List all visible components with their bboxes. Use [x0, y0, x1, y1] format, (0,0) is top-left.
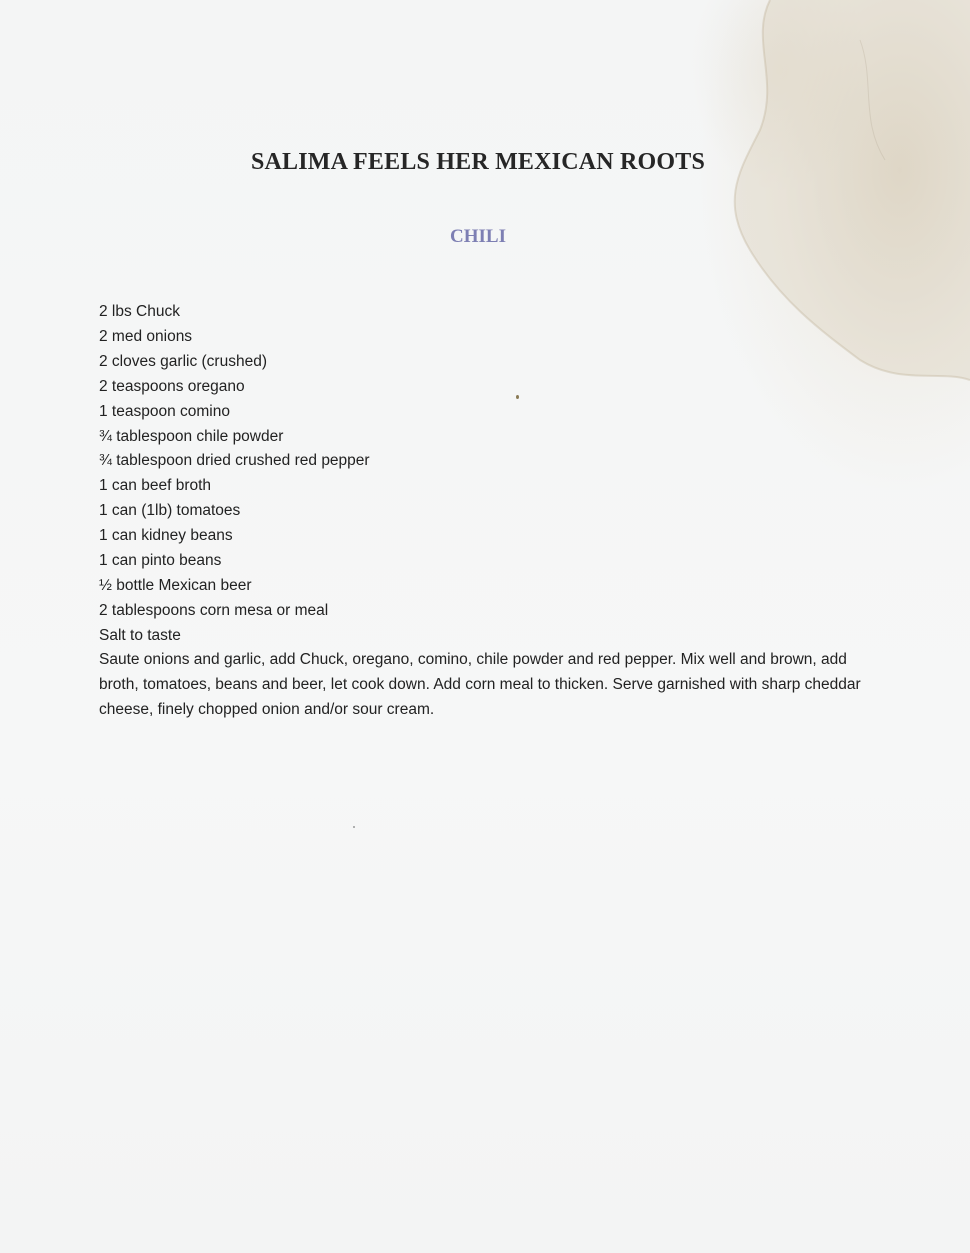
list-item: ¾ tablespoon chile powder	[99, 427, 284, 445]
list-item: 1 can beef broth	[99, 477, 212, 495]
list-item: 2 tablespoons corn mesa or meal	[99, 601, 329, 619]
paper-speck	[353, 826, 355, 828]
list-item: Salt to taste	[99, 626, 181, 644]
list-item: 1 can pinto beans	[99, 552, 222, 570]
recipe-title: CHILI	[450, 226, 506, 247]
water-stain	[710, 0, 970, 420]
list-item: 2 teaspoons oregano	[99, 377, 245, 395]
list-item: 1 can kidney beans	[99, 527, 233, 545]
paper-speck	[516, 395, 519, 399]
list-item: 1 teaspoon comino	[99, 402, 230, 420]
list-item: ½ bottle Mexican beer	[99, 576, 252, 594]
list-item: ¾ tablespoon dried crushed red pepper	[99, 452, 370, 470]
directions-paragraph: Saute onions and garlic, add Chuck, oregano, comino, chile powder and red pepper. Mix well and brown, add broth, tomatoes, beans and beer, let cook down. Add corn meal to thicken. Serve garnished with sharp cheddar cheese, finely chopped onion and/or sour cream.	[99, 651, 861, 718]
ingredient-list	[99, 300, 370, 649]
list-item: 2 cloves garlic (crushed)	[99, 352, 267, 370]
list-item: 2 lbs Chuck	[99, 303, 180, 320]
list-item: 2 med onions	[99, 327, 193, 345]
list-item: 1 can (1lb) tomatoes	[99, 502, 241, 520]
page-title: SALIMA FEELS HER MEXICAN ROOTS	[250, 149, 706, 175]
